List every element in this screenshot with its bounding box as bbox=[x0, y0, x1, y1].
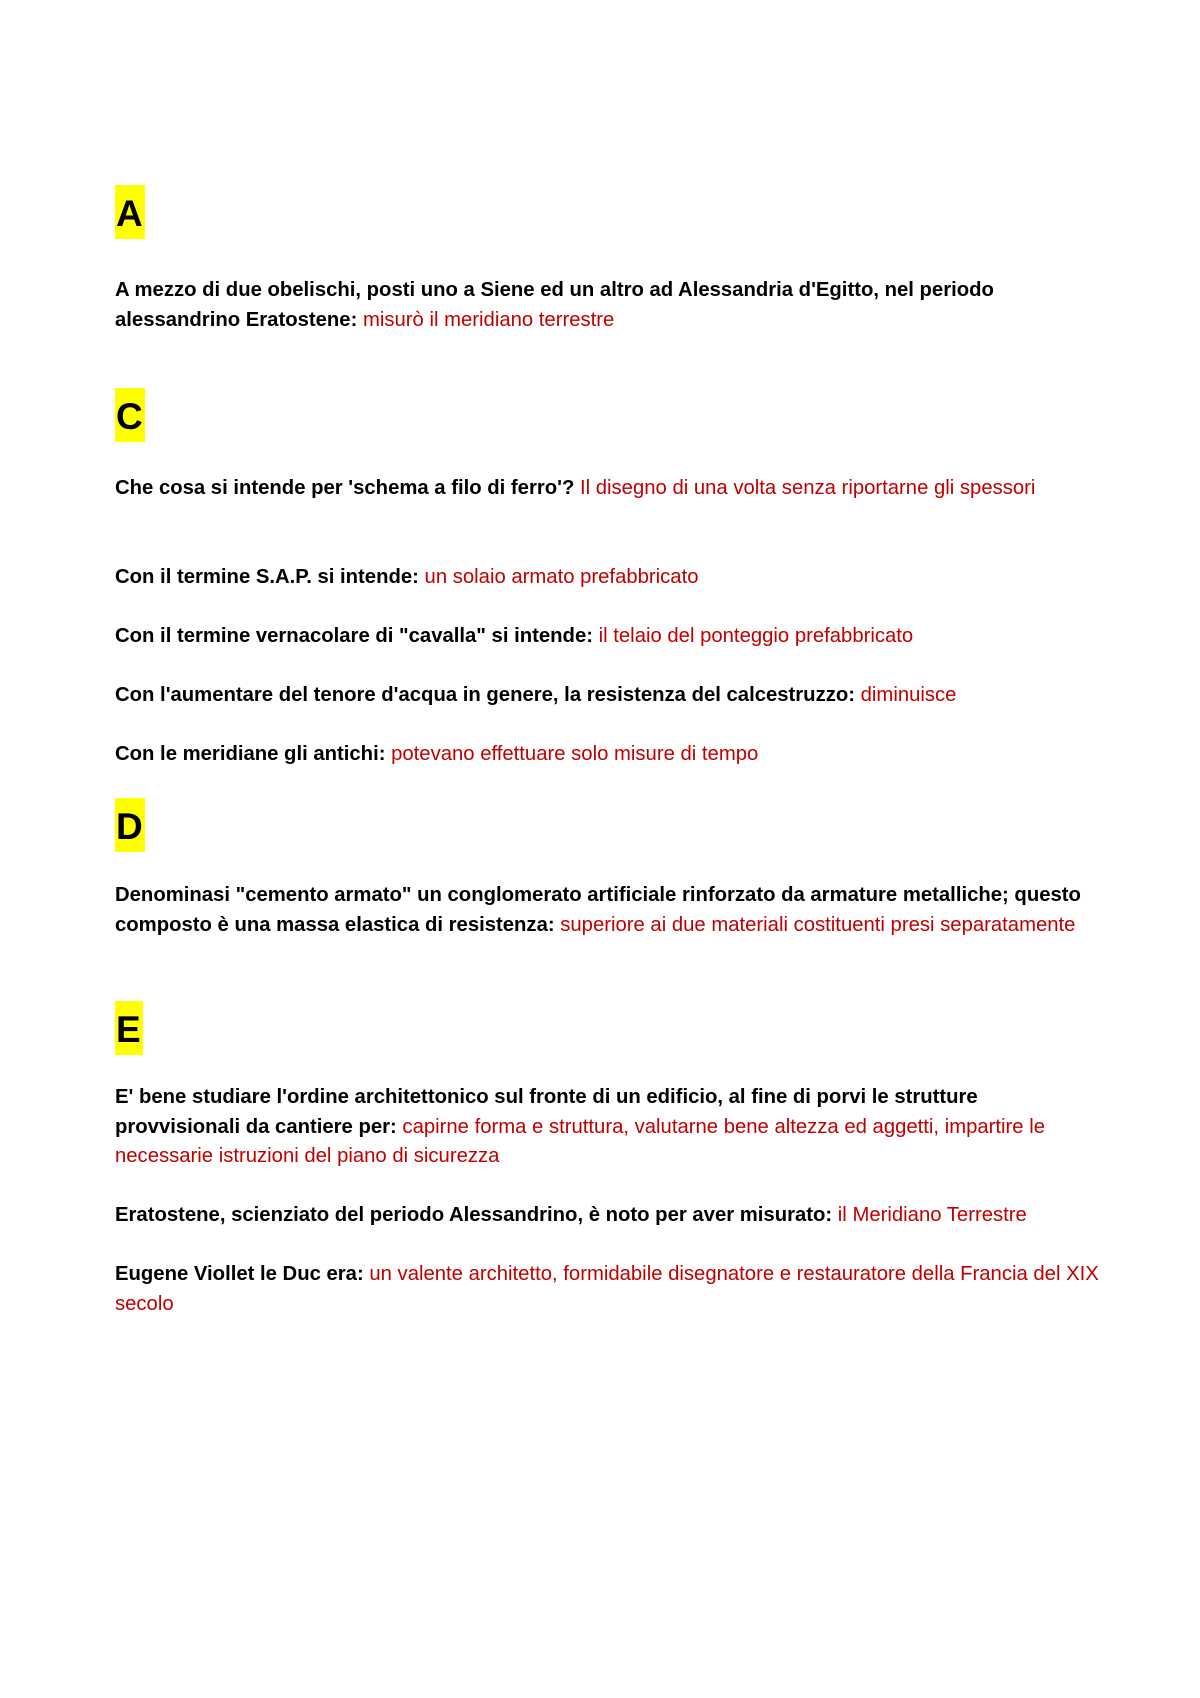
entry-c-4 bbox=[115, 681, 1100, 711]
entry-c-3 bbox=[115, 622, 1100, 652]
answer-text: potevano effettuare solo misure di tempo bbox=[391, 743, 759, 765]
section-letter-e: E bbox=[115, 1001, 143, 1055]
answer-text: Il disegno di una volta senza riportarne gli spessori bbox=[579, 477, 1036, 499]
question-text: Con il termine S.A.P. si intende: bbox=[115, 566, 419, 588]
question-text: Con il termine vernacolare di "cavalla" si intende: bbox=[115, 625, 593, 647]
question-text: Con l'aumentare del tenore d'acqua in genere, la resistenza del calcestruzzo: bbox=[115, 684, 855, 706]
answer-text: il telaio del ponteggio prefabbricato bbox=[598, 625, 914, 647]
entry-c-2 bbox=[115, 563, 1100, 593]
answer-text: diminuisce bbox=[860, 684, 957, 706]
entry-c-1 bbox=[115, 474, 1100, 504]
question-text: Eugene Viollet le Duc era: bbox=[115, 1263, 364, 1285]
answer-text: capirne forma e struttura, valutarne bene altezza ed aggetti, impartire le necessarie istruzioni del piano di sicurezza bbox=[115, 1115, 1046, 1167]
entry-a-1 bbox=[115, 276, 1100, 335]
answer-text: un valente architetto, formidabile disegnatore e restauratore della Francia del XIX secolo bbox=[115, 1263, 1099, 1315]
question-text: E' bene studiare l'ordine architettonico sul fronte di un edificio, al fine di porvi le strutture provvisionali da cantiere per: bbox=[115, 1086, 978, 1138]
entry-e-3 bbox=[115, 1260, 1100, 1319]
answer-text: superiore ai due materiali costituenti presi separatamente bbox=[560, 913, 1076, 936]
question-text: Denominasi "cemento armato" un conglomerato artificiale rinforzato da armature metalliche; questo composto è una massa elastica di resistenza: bbox=[115, 884, 1081, 936]
answer-text: un solaio armato prefabbricato bbox=[424, 566, 699, 588]
answer-text: il Meridiano Terrestre bbox=[837, 1204, 1027, 1226]
question-text: Con le meridiane gli antichi: bbox=[115, 743, 386, 765]
entry-c-5 bbox=[115, 740, 1100, 770]
question-text: Eratostene, scienziato del periodo Alessandrino, è noto per aver misurato: bbox=[115, 1204, 833, 1226]
entry-d-1 bbox=[115, 881, 1100, 940]
section-letter-d: D bbox=[115, 798, 145, 852]
section-letter-c: C bbox=[115, 388, 145, 442]
section-letter-a: A bbox=[115, 185, 145, 239]
entry-e-2 bbox=[115, 1201, 1100, 1231]
answer-text: misurò il meridiano terrestre bbox=[362, 308, 615, 331]
question-text: A mezzo di due obelischi, posti uno a Siene ed un altro ad Alessandria d'Egitto, nel periodo alessandrino Eratostene: bbox=[115, 279, 994, 331]
question-text: Che cosa si intende per 'schema a filo di ferro'? bbox=[115, 477, 575, 499]
entry-e-1 bbox=[115, 1083, 1100, 1172]
